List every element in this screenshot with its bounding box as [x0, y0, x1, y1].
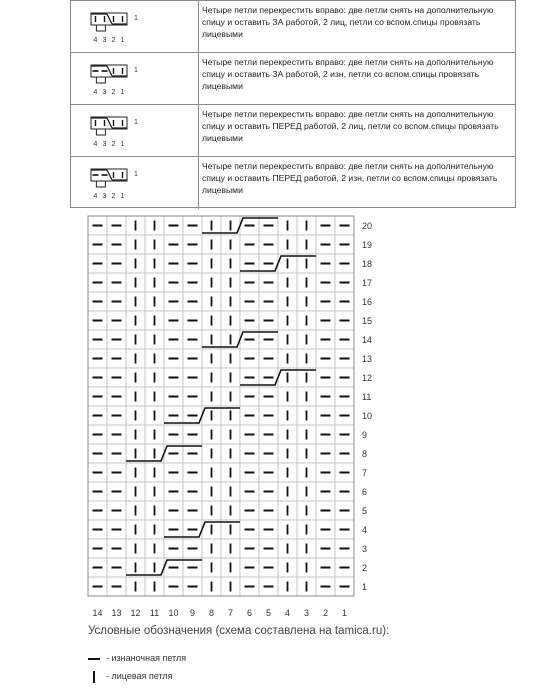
cable-line — [107, 14, 112, 24]
chart-col-label: 8 — [208, 608, 215, 618]
knit-stitch-icon — [86, 669, 102, 685]
chart-row-label: 19 — [362, 240, 373, 250]
symbol-col-label: 3 — [102, 141, 107, 148]
cable-needle-mark — [96, 129, 105, 135]
cable-symbol-behind-knit — [71, 1, 199, 52]
chart-col-label: 12 — [130, 608, 141, 618]
symbol-col-label: 1 — [120, 193, 125, 200]
chart-row-label: 9 — [362, 430, 368, 440]
symbol-col-label: 2 — [111, 37, 116, 44]
chart-row-label: 18 — [362, 259, 373, 269]
chart-col-label: 5 — [265, 608, 272, 618]
cable-needle-mark — [96, 181, 105, 187]
symbol-row-label: 1 — [134, 119, 138, 126]
legend-description: Четыре петли перекрестить вправо: две петли снять на дополнительную спицу и оставить ПЕРЕД работой, 2 изн, петли со вспом.спицы провязать лицевыми — [202, 161, 498, 195]
symbol-col-label: 4 — [93, 37, 98, 44]
legend-description: Четыре петли перекрестить вправо: две петли снять на дополнительную спицу и оставить ПЕРЕД работой, 2 лиц, петли со вспом.спицы провязать лицевыми — [202, 109, 499, 143]
cable-needle-mark — [96, 25, 105, 31]
cable-symbol-behind-purl — [71, 53, 199, 104]
symbol-col-label: 3 — [102, 89, 107, 96]
symbol-col-label: 2 — [111, 193, 116, 200]
chart-row-label: 17 — [362, 278, 373, 288]
key-label: - изнаночная петля — [106, 653, 187, 663]
chart-row-label: 11 — [362, 392, 372, 402]
chart-row-label: 10 — [362, 411, 373, 421]
cable-symbol-svg — [71, 105, 199, 157]
chart-row-label: 1 — [362, 582, 368, 592]
symbol-col-label: 1 — [120, 89, 125, 96]
legend-row — [71, 105, 515, 157]
chart-col-label: 10 — [168, 608, 179, 618]
chart-row-label: 8 — [362, 449, 368, 459]
symbol-row-label: 1 — [134, 15, 138, 22]
chart-col-label: 11 — [149, 608, 160, 618]
chart-col-label: 4 — [284, 608, 291, 618]
symbol-col-label: 4 — [93, 193, 98, 200]
cable-needle-mark — [96, 77, 105, 83]
chart-col-label: 9 — [189, 608, 196, 618]
legend-title: Условные обозначения (схема составлена на tamica.ru): — [88, 625, 390, 637]
symbol-row-label: 1 — [134, 67, 138, 74]
chart-col-label: 7 — [227, 608, 234, 618]
cable-symbol-svg — [71, 1, 199, 53]
chart-col-label: 14 — [92, 608, 103, 618]
symbol-col-label: 4 — [93, 141, 98, 148]
chart-row-label: 5 — [362, 506, 368, 516]
cable-symbol-front-knit — [71, 105, 199, 156]
cable-line — [107, 170, 112, 180]
symbol-row-label: 1 — [134, 171, 138, 178]
chart-col-label: 13 — [111, 608, 122, 618]
symbol-col-label: 3 — [102, 37, 107, 44]
symbol-col-label: 3 — [102, 193, 107, 200]
chart-row-label: 4 — [362, 525, 368, 535]
chart-row-label: 13 — [362, 354, 373, 364]
legend-description: Четыре петли перекрестить вправо: две петли снять на дополнительную спицу и оставить ЗА работой, 2 лиц, петли со вспом.спицы провязать лицевыми — [202, 5, 494, 39]
chart-row-label: 16 — [362, 297, 373, 307]
chart-row-label: 2 — [362, 563, 368, 573]
legend-row — [71, 1, 515, 53]
legend-row — [71, 53, 515, 105]
chart-row-label: 14 — [362, 335, 373, 345]
cable-symbol-svg — [71, 157, 199, 209]
chart-row-label: 20 — [362, 221, 373, 231]
symbol-col-label: 1 — [120, 37, 125, 44]
symbol-col-label: 2 — [111, 141, 116, 148]
knitting-chart — [0, 212, 552, 622]
cable-symbol-svg — [71, 53, 199, 105]
chart-row-label: 3 — [362, 544, 368, 554]
chart-row-label: 6 — [362, 487, 368, 497]
symbol-col-label: 4 — [93, 89, 98, 96]
chart-row-label: 12 — [362, 373, 373, 383]
chart-row-label: 15 — [362, 316, 373, 326]
chart-col-label: 2 — [322, 608, 329, 618]
key-label: - лицевая петля — [106, 671, 173, 681]
chart-col-label: 3 — [303, 608, 310, 618]
purl-stitch-icon — [86, 651, 102, 667]
chart-col-label: 6 — [246, 608, 253, 618]
cable-line — [107, 118, 112, 128]
legend-description: Четыре петли перекрестить вправо: две петли снять на дополнительную спицу и оставить ЗА работой, 2 изн, петли со вспом.спицы провязать лицевыми — [202, 57, 494, 91]
cable-line — [107, 66, 112, 76]
legend-row — [71, 157, 515, 209]
chart-row-label: 7 — [362, 468, 368, 478]
chart-col-label: 1 — [341, 608, 348, 618]
symbol-col-label: 2 — [111, 89, 116, 96]
cable-symbol-front-purl — [71, 157, 199, 209]
legend-table — [70, 0, 516, 208]
symbol-col-label: 1 — [120, 141, 125, 148]
